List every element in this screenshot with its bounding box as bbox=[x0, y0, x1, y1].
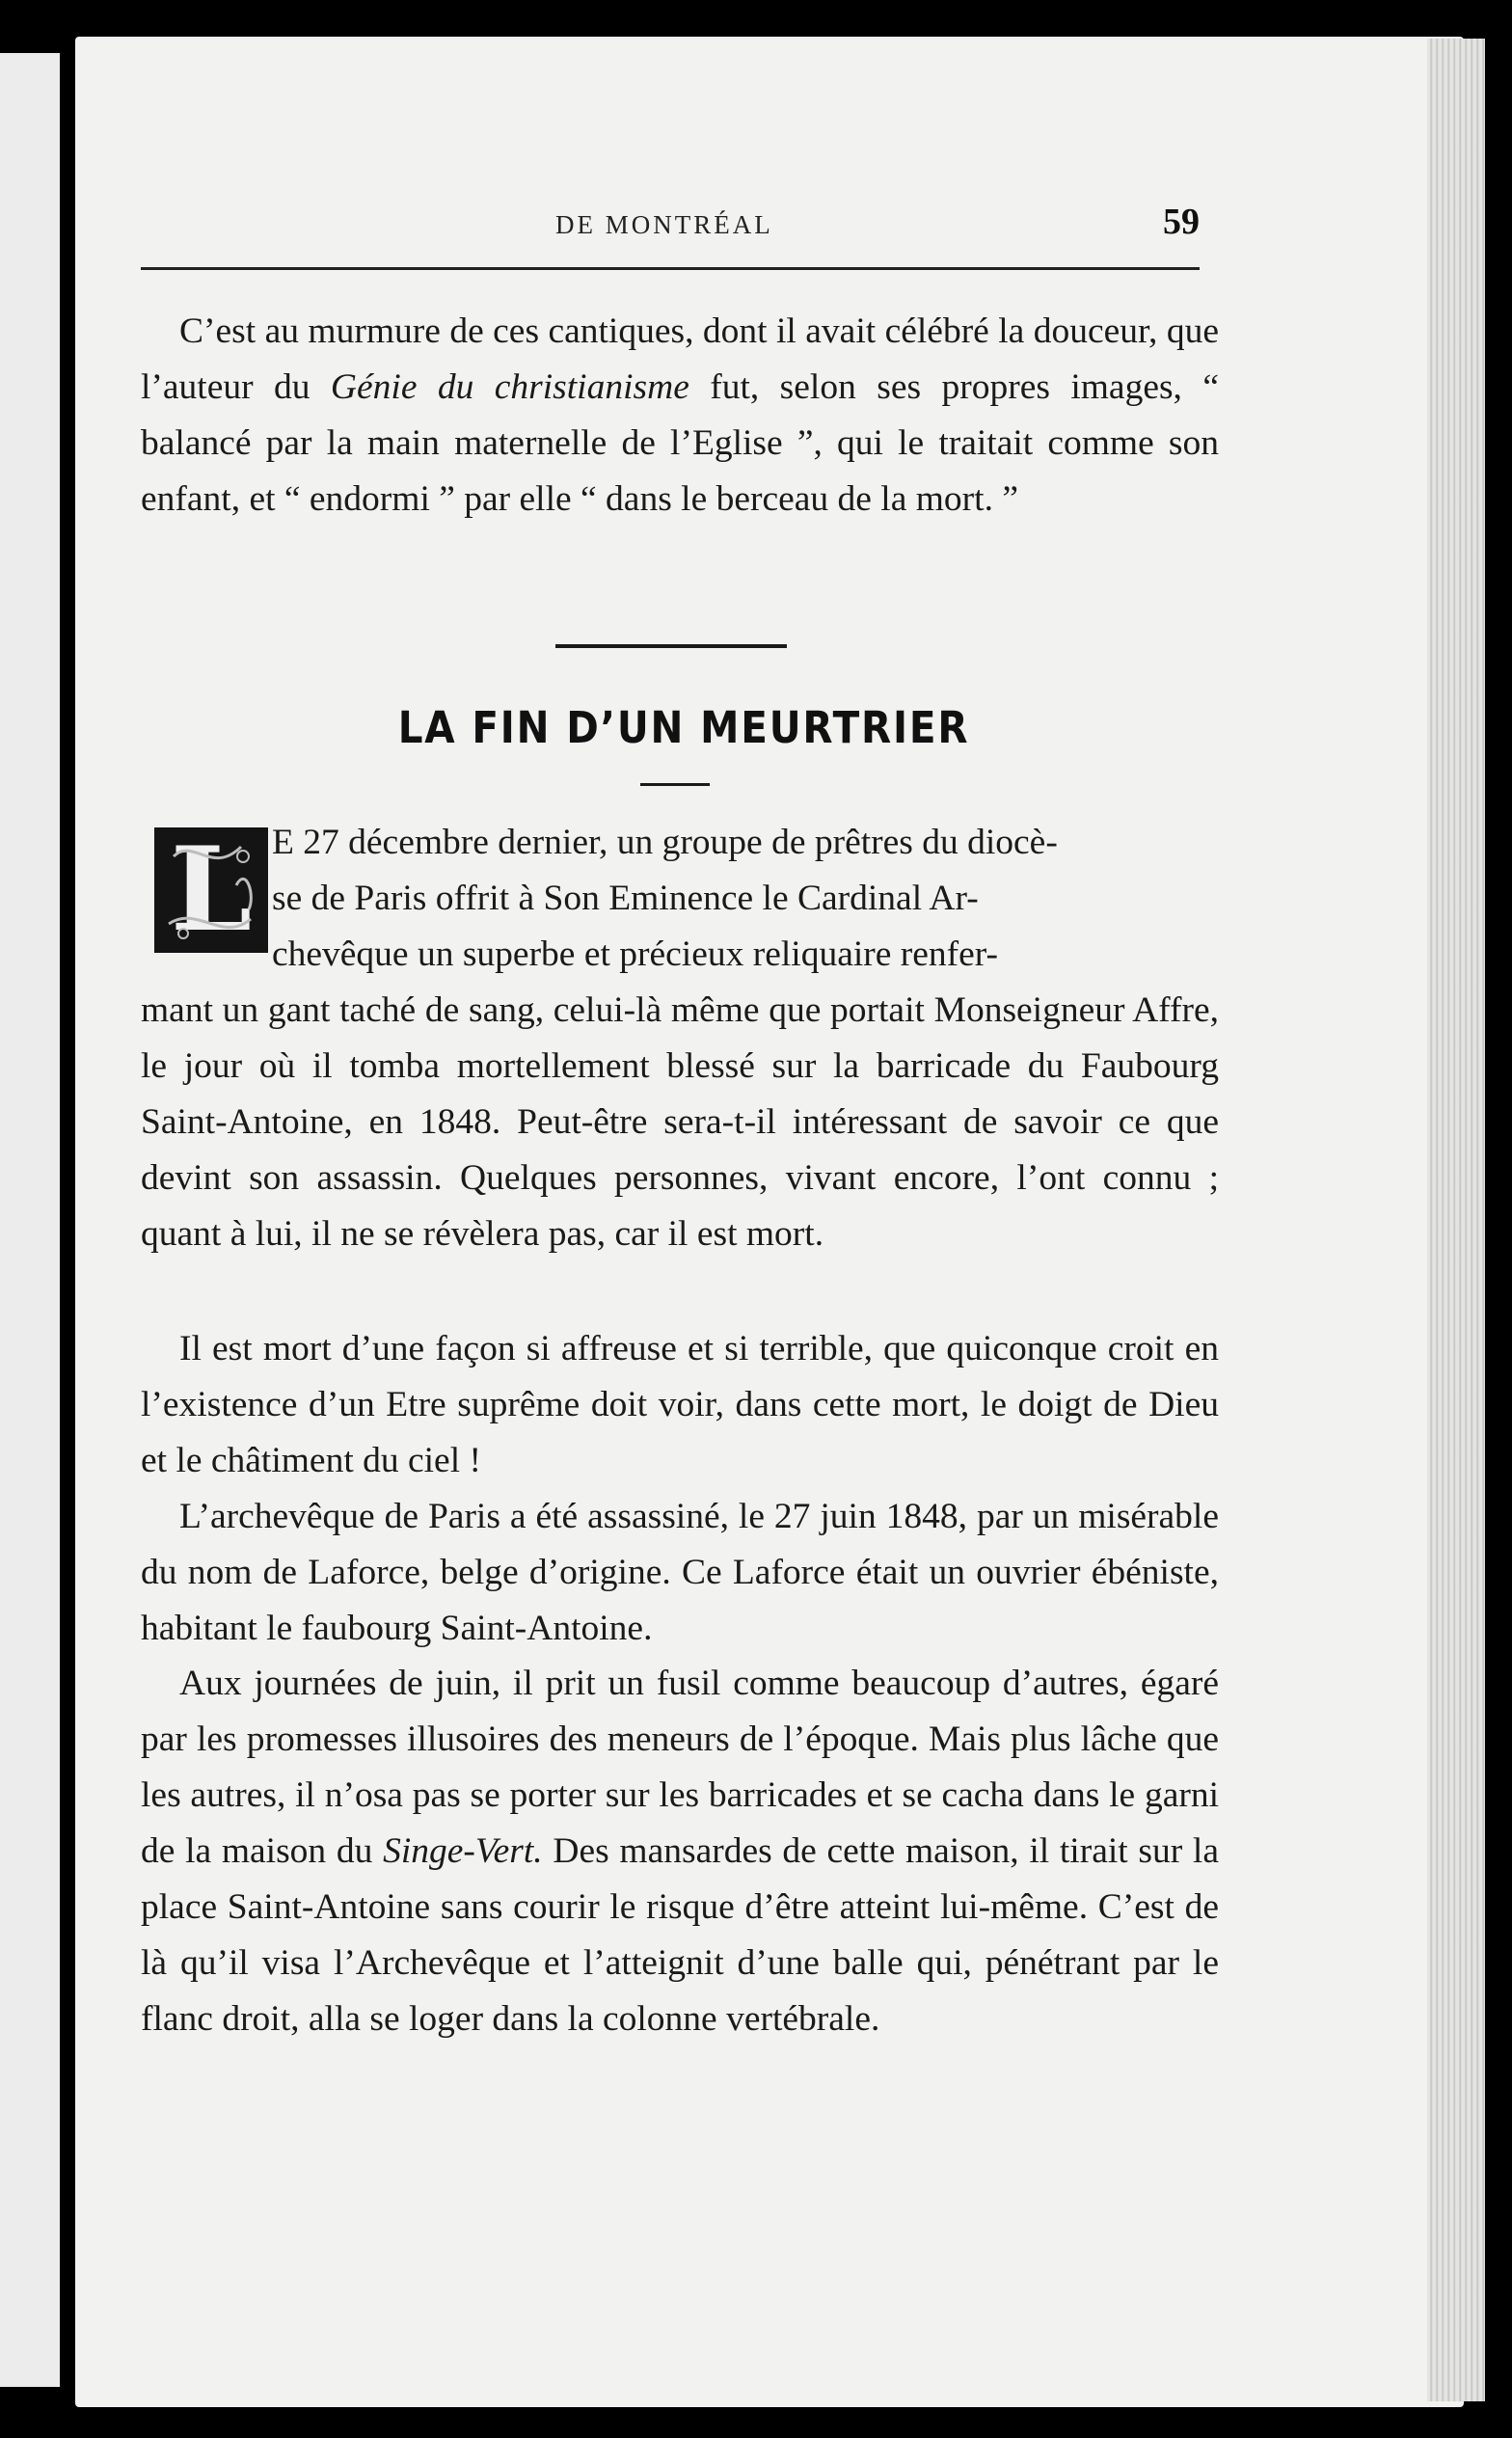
page-number: 59 bbox=[1163, 202, 1200, 242]
section-title: LA FIN D’UN MEURTRIER bbox=[397, 702, 970, 753]
facing-page-edge bbox=[0, 53, 60, 2387]
paragraph-2-line-1: E 27 décembre dernier, un groupe de prêtres du diocè- bbox=[272, 823, 1058, 862]
page-header bbox=[141, 193, 1202, 270]
drop-cap-letter: L bbox=[170, 827, 253, 953]
paragraph-5 bbox=[141, 1656, 1219, 2047]
paragraph-1 bbox=[141, 304, 1219, 528]
paragraph-2-rest: mant un gant taché de sang, celui-là même que portait Monseigneur Affre, le jour où il tomba mortellement blessé sur la barricade du Faubourg Saint-Antoine, en 1848. Peut-être sera-t-il intéressant de savoir ce que devint son assassin. Quelques personnes, vivant encore, l’ont connu ; quant à lui, il ne se révèlera pas, car il est mort. bbox=[141, 990, 1219, 1254]
title-underline bbox=[640, 783, 710, 786]
paragraph-1-italic: Génie du christianisme bbox=[330, 367, 689, 407]
paragraph-2-line-2: se de Paris offrit à Son Eminence le Cardinal Ar- bbox=[272, 879, 979, 918]
paragraph-2-line-3: chevêque un superbe et précieux reliquaire renfer- bbox=[272, 935, 999, 974]
paragraph-2 bbox=[141, 815, 1219, 1262]
paragraph-5-text-a: Aux journées de juin, il prit un fusil comme beaucoup d’autres, égaré par les promesses illusoires des meneurs de l’époque. Mais plus lâche que les autres, il n’osa pas se porter sur les barricades et se cacha dans le garni de la maison du bbox=[141, 1664, 1219, 1871]
page-stack-edges bbox=[1427, 39, 1485, 2401]
running-head: DE MONTRÉAL bbox=[555, 210, 773, 239]
paragraph-4: L’archevêque de Paris a été assassiné, le 27 juin 1848, par un misérable du nom de Laforce, belge d’origine. Ce Laforce était un ouvrier ébéniste, habitant le faubourg Saint-Antoine. bbox=[141, 1497, 1219, 1648]
paragraph-5-text-b: Des mansardes de cette maison, il tirait sur la place Saint-Antoine sans courir le risque d’être atteint lui-même. C’est de là qu’il visa l’Archevêque et l’atteignit d’une balle qui, pénétrant par le flanc droit, alla se loger dans la colonne vertébrale. bbox=[141, 1831, 1219, 2039]
paragraph-1-text-a: C’est au murmure de ces cantiques, dont il avait célébré la douceur, que l’auteur du bbox=[141, 312, 1219, 407]
paragraph-3: Il est mort d’une façon si affreuse et si terrible, que quiconque croit en l’existence d’un Etre suprême doit voir, dans cette mort, le doigt de Dieu et le châtiment du ciel ! bbox=[141, 1329, 1219, 1480]
section-divider bbox=[555, 644, 787, 648]
header-rule bbox=[141, 267, 1200, 270]
paragraph-5-italic: Singe-Vert. bbox=[383, 1831, 543, 1871]
paragraph-1-text-b: fut, selon ses propres images, “ balancé par la main maternelle de l’Eglise ”, qui le traitait comme son enfant, et “ endormi ” par elle “ dans le berceau de la mort. ” bbox=[141, 367, 1219, 519]
